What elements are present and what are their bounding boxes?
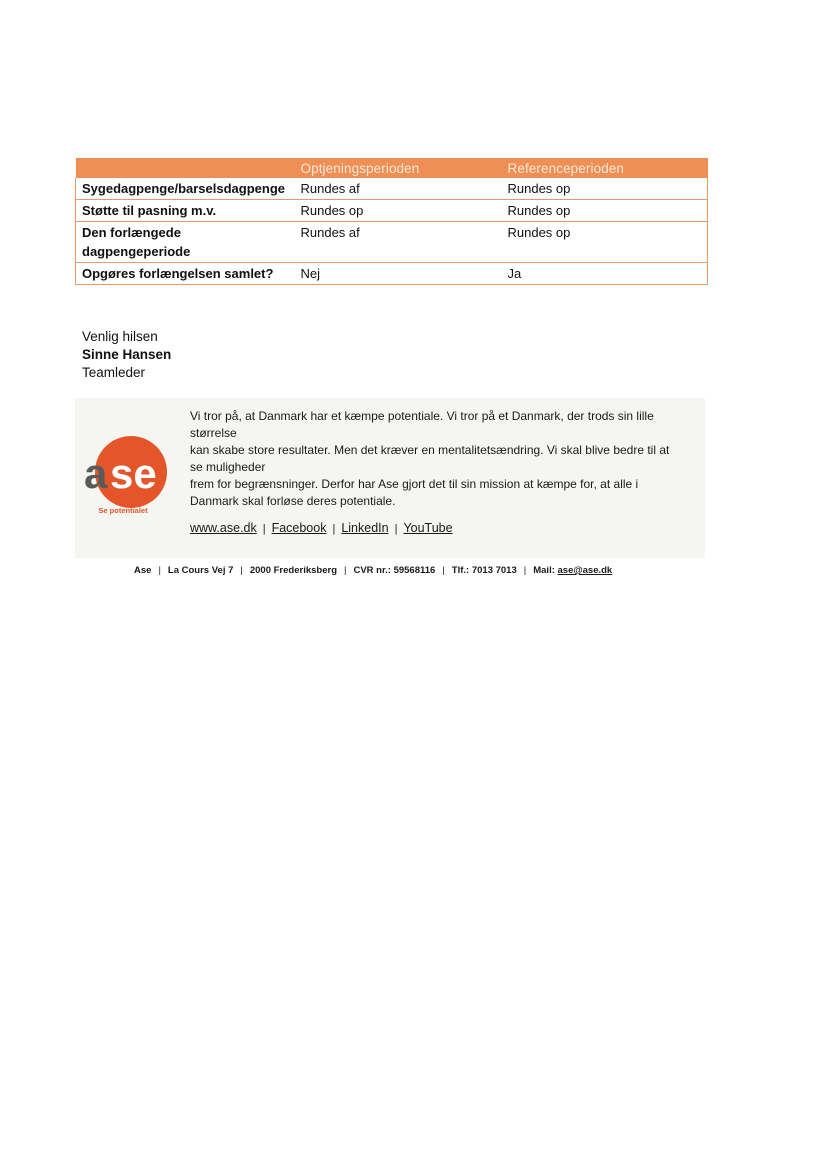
- phone-number: Tlf.: 7013 7013: [451, 565, 517, 576]
- table-row: [76, 200, 708, 222]
- address-separator: |: [442, 565, 445, 576]
- footer-line: se muligheder: [190, 460, 266, 474]
- reference-value: Rundes op: [504, 178, 708, 200]
- reference-value: Ja: [504, 263, 708, 285]
- footer-line: frem for begrænsninger. Derfor har Ase gjort det til sin mission at kæmpe for, at alle i: [190, 477, 639, 491]
- signature-block: [82, 328, 171, 382]
- table-header-row: [76, 158, 708, 178]
- table-row: [76, 263, 708, 285]
- company-address-line: [134, 565, 612, 576]
- company-name: Ase: [134, 565, 152, 576]
- greeting-text: Venlig hilsen: [82, 329, 158, 344]
- footer-mission-text: [190, 408, 695, 510]
- row-label: Opgøres forlængelsen samlet?: [76, 263, 297, 285]
- optjening-value: Nej: [297, 263, 504, 285]
- cvr-number: CVR nr.: 59568116: [353, 565, 436, 576]
- optjening-value: Rundes af: [297, 178, 504, 200]
- logo-letters-se: se: [110, 450, 157, 497]
- footer-line: kan skabe store resultater. Men det kræver en mentalitetsændring. Vi skal blive bedre til at: [190, 443, 670, 457]
- address-separator: |: [523, 565, 527, 576]
- logo-tagline: Se potentialet: [98, 506, 148, 515]
- facebook-link[interactable]: Facebook: [271, 521, 327, 535]
- optjening-value: Rundes op: [297, 200, 504, 222]
- street-address: La Cours Vej 7: [167, 565, 234, 576]
- link-separator: |: [262, 523, 266, 535]
- footer-links: [190, 521, 453, 535]
- linkedin-link[interactable]: LinkedIn: [341, 521, 389, 535]
- comparison-table: [75, 158, 708, 285]
- link-separator: |: [394, 523, 398, 535]
- table-header-optjening: Optjeningsperioden: [297, 158, 504, 178]
- mail-label: Mail:: [533, 565, 555, 576]
- footer-line: Vi tror på, at Danmark har et kæmpe potentiale. Vi tror på et Danmark, der trods sin lille: [190, 409, 654, 423]
- address-separator: |: [240, 565, 243, 576]
- reference-value: Rundes op: [504, 200, 708, 222]
- address-separator: |: [158, 565, 161, 576]
- table-header-reference: Referenceperioden: [504, 158, 708, 178]
- signer-name: Sinne Hansen: [82, 347, 172, 362]
- row-label: Den forlængede dagpengeperiode: [76, 222, 297, 263]
- table-header-empty: [76, 158, 297, 178]
- signer-title: Teamleder: [82, 365, 146, 380]
- address-separator: |: [344, 565, 347, 576]
- mail-link[interactable]: ase@ase.dk: [557, 565, 613, 576]
- table-row: [76, 222, 708, 263]
- logo-letter-a: a: [84, 450, 108, 497]
- city: 2000 Frederiksberg: [249, 565, 337, 576]
- row-label: Støtte til pasning m.v.: [76, 200, 297, 222]
- ase-logo-icon: [81, 432, 171, 516]
- reference-value: Rundes op: [504, 222, 708, 263]
- youtube-link[interactable]: YouTube: [403, 521, 453, 535]
- row-label: Sygedagpenge/barselsdagpenge: [76, 178, 297, 200]
- footer-line: Danmark skal forløse deres potentiale.: [190, 494, 396, 508]
- website-link[interactable]: www.ase.dk: [190, 521, 257, 535]
- email-footer: [75, 398, 705, 558]
- table-row: [76, 178, 708, 200]
- footer-line: størrelse: [190, 426, 237, 440]
- link-separator: |: [332, 523, 336, 535]
- optjening-value: Rundes af: [297, 222, 504, 263]
